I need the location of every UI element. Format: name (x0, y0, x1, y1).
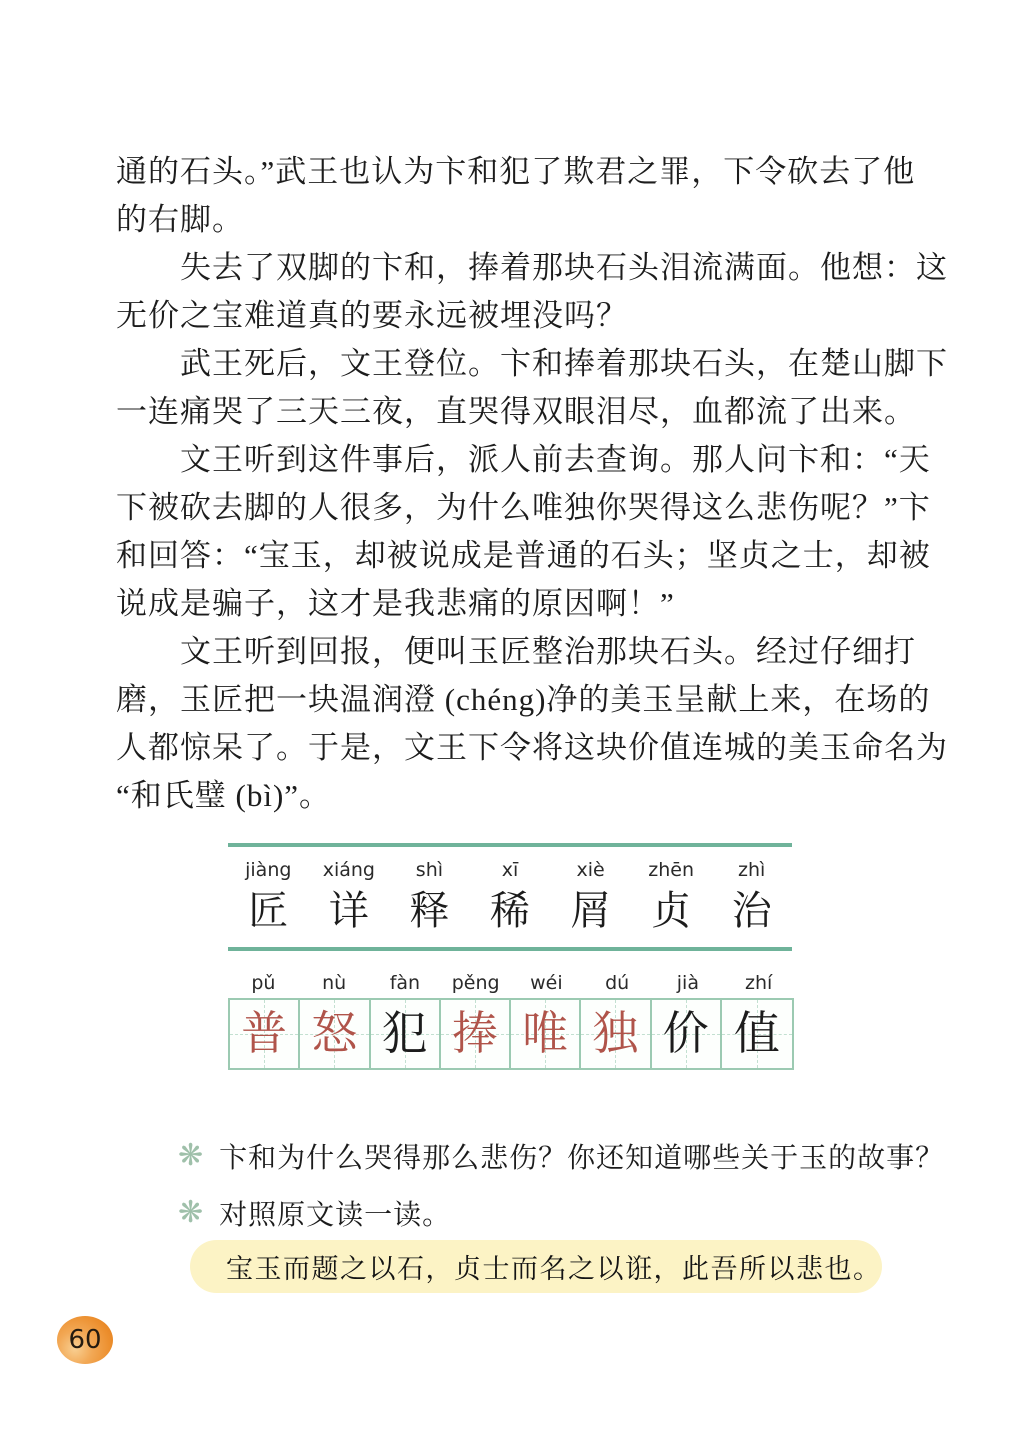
writing-words-section (228, 968, 794, 1070)
recognition-word (309, 855, 390, 937)
character-cell (511, 1000, 581, 1068)
recognition-word (631, 855, 712, 937)
story-line: “和氏璧 (bì)”。 (116, 778, 332, 813)
hanzi-character: 治 (731, 888, 772, 933)
pinyin-label: pěng (451, 972, 500, 994)
pinyin-label: nù (322, 972, 347, 994)
character-cell (300, 1000, 370, 1068)
recognition-word (389, 855, 470, 937)
pinyin-label: xī (501, 859, 519, 881)
recognition-word (550, 855, 631, 937)
hanzi-character: 值 (733, 1008, 780, 1059)
hanzi-character: 匠 (248, 888, 289, 933)
character-cell (581, 1000, 651, 1068)
hanzi-character: 稀 (489, 888, 530, 933)
question-text: 对照原文读一读。 (219, 1200, 452, 1231)
hanzi-character: 释 (409, 888, 450, 933)
recognition-word (470, 855, 551, 937)
pinyin-label: shì (415, 859, 444, 881)
snowflake-bullet-icon: ❋ (178, 1195, 204, 1230)
hanzi-character: 价 (662, 1008, 709, 1059)
question-row (178, 1134, 945, 1178)
snowflake-bullet-icon: ❋ (178, 1138, 204, 1173)
classical-quote-text: 宝玉而题之以石，贞士而名之以诳，此吾所以悲也。 (226, 1254, 882, 1284)
story-line: 失去了双脚的卞和，捧着那块石头泪流满面。他想：这 (180, 250, 948, 285)
story-line: 文王听到这件事后，派人前去查询。那人问卞和：“天 (180, 442, 931, 477)
writing-character-grid (228, 998, 794, 1070)
recognition-words-strip (228, 843, 792, 951)
story-line: 和回答：“宝玉，却被说成是普通的石头；坚贞之士，却被 (116, 538, 931, 573)
pinyin-label: dú (605, 972, 630, 994)
pinyin-label: xiáng (322, 859, 375, 881)
pinyin-label: jiàng (245, 859, 292, 881)
story-line: 的右脚。 (116, 202, 244, 237)
story-text (116, 148, 948, 820)
pinyin-label: wéi (530, 972, 563, 994)
story-line: 文王听到回报，便叫玉匠整治那块石头。经过仔细打 (180, 634, 916, 669)
question-text: 卞和为什么哭得那么悲伤？你还知道哪些关于玉的故事？ (219, 1143, 945, 1174)
recognition-word (711, 855, 792, 937)
recognition-word (228, 855, 309, 937)
pinyin-label: zhēn (648, 859, 694, 881)
character-cell (230, 1000, 300, 1068)
story-line: 下被砍去脚的人很多，为什么唯独你哭得这么悲伤呢？”卞 (116, 490, 931, 525)
story-line: 无价之宝难道真的要永远被埋没吗？ (116, 298, 628, 333)
character-cell (722, 1000, 792, 1068)
classical-quote-highlight (190, 1240, 882, 1293)
pinyin-label: zhì (738, 859, 766, 881)
hanzi-character: 犯 (381, 1008, 428, 1059)
page-number-badge (57, 1316, 113, 1364)
story-line: 一连痛哭了三天三夜，直哭得双眼泪尽，血都流了出来。 (116, 394, 916, 429)
pinyin-label: zhí (744, 972, 773, 994)
pinyin-label: xiè (576, 859, 605, 881)
hanzi-character: 普 (241, 1008, 288, 1059)
character-cell (371, 1000, 441, 1068)
story-line: 说成是骗子，这才是我悲痛的原因啊！” (116, 586, 675, 621)
character-cell (441, 1000, 511, 1068)
story-line: 通的石头。”武王也认为卞和犯了欺君之罪，下令砍去了他 (116, 154, 916, 189)
hanzi-character: 唯 (522, 1008, 569, 1059)
hanzi-character: 怒 (311, 1008, 358, 1059)
pinyin-label: fàn (389, 972, 421, 994)
pinyin-label: pǔ (251, 972, 276, 994)
question-row (178, 1191, 918, 1235)
character-cell (652, 1000, 722, 1068)
questions-section (178, 1134, 945, 1248)
hanzi-character: 贞 (651, 888, 692, 933)
story-line: 磨，玉匠把一块温润澄 (chéng)净的美玉呈献上来，在场的 (116, 682, 931, 717)
page-number: 60 (68, 1325, 102, 1355)
hanzi-character: 捧 (451, 1008, 498, 1059)
hanzi-character: 独 (592, 1008, 639, 1059)
hanzi-character: 屑 (570, 888, 611, 933)
story-line: 人都惊呆了。于是，文王下令将这块价值连城的美玉命名为 (116, 730, 948, 765)
recognition-words-grid (228, 855, 792, 937)
pinyin-label: jià (676, 972, 699, 994)
story-line: 武王死后，文王登位。卞和捧着那块石头，在楚山脚下 (180, 346, 948, 381)
writing-pinyin-row (228, 968, 794, 998)
hanzi-character: 详 (328, 888, 369, 933)
